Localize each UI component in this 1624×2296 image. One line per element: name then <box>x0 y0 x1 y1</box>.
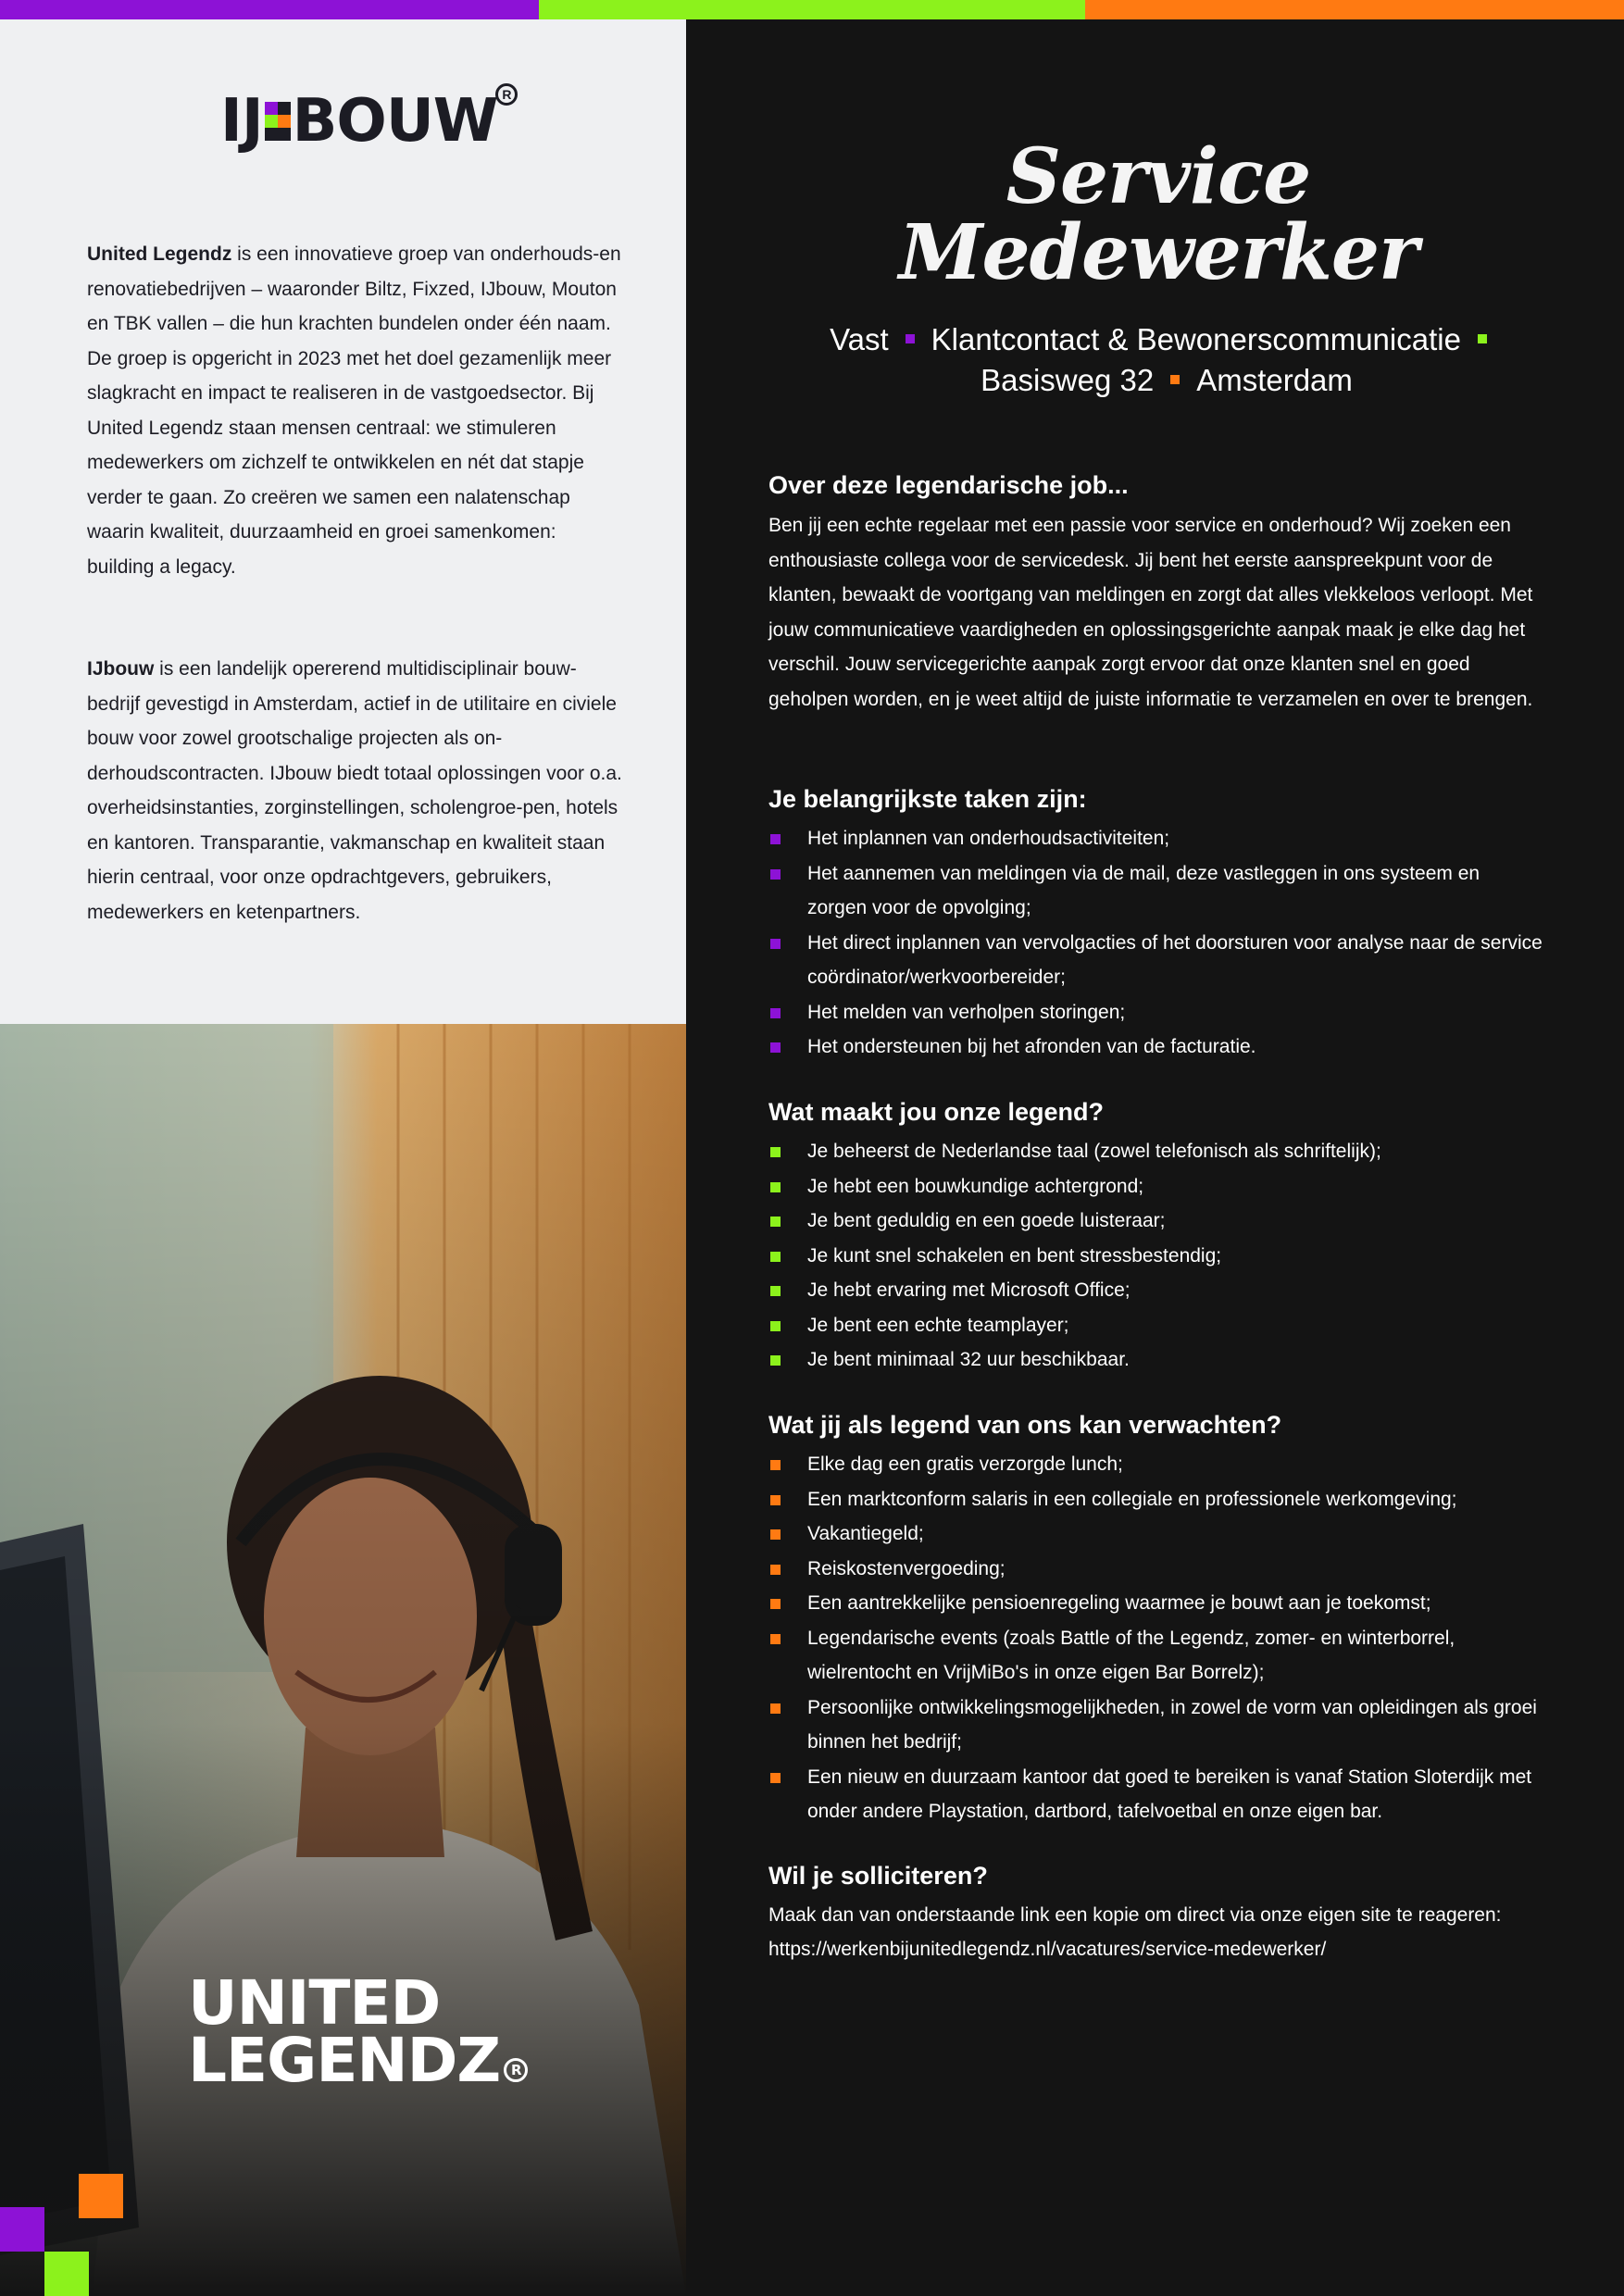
apply-heading: Wil je solliciteren? <box>768 1862 988 1890</box>
intro-bold-name: United Legendz <box>87 243 232 265</box>
list-item-text: Een marktconform salaris in een collegiale en professionele werkomgeving; <box>807 1488 1457 1510</box>
list-item-text: Legendarische events (zoals Battle of the Legendz, zomer- en winterborrel, wielrentocht en VrijMiBo's in onze eigen Bar Borrelz); <box>807 1627 1455 1683</box>
job-meta-line-2 <box>768 361 1565 400</box>
list-item <box>768 1308 1543 1343</box>
bullet-square-purple <box>770 1042 781 1053</box>
ijbouw-description <box>87 652 624 930</box>
bullet-square-orange <box>770 1773 781 1783</box>
bullet-square-green <box>770 1252 781 1262</box>
united-legendz-description <box>87 237 624 584</box>
decor-square-purple <box>0 2207 44 2252</box>
list-item <box>768 821 1543 856</box>
list-item-text: Een nieuw en duurzaam kantoor dat goed te bereiken is vanaf Station Sloterdijk met onder andere Playstation, dartbord, tafelvoetbal en onze eigen bar. <box>807 1766 1532 1822</box>
job-city: Amsterdam <box>1196 363 1353 397</box>
top-bar-green <box>539 0 1085 19</box>
job-address: Basisweg 32 <box>981 363 1155 397</box>
tasks-list <box>768 821 1543 1065</box>
bullet-square-green <box>1478 334 1487 343</box>
photo-illustration <box>0 1024 686 2296</box>
list-item-text: Je hebt een bouwkundige achtergrond; <box>807 1175 1144 1197</box>
list-item-text: Het melden van verholpen storingen; <box>807 1001 1126 1023</box>
logo-line-legendz: LEGENDZ <box>188 2025 501 2096</box>
logo-text-bouw: BOUW <box>292 87 498 156</box>
intro-bold-name-2: IJbouw <box>87 658 155 680</box>
profile-list <box>768 1134 1543 1378</box>
list-item-text: Het direct inplannen van vervolgacties of het doorsturen voor analyse naar de service coördinator/werkvoorbereider; <box>807 931 1543 988</box>
list-item <box>768 1760 1543 1829</box>
bullet-square-orange <box>770 1599 781 1609</box>
apply-link[interactable]: https://werkenbijunitedlegendz.nl/vacatures/service-medewerker/ <box>768 1939 1327 1960</box>
bullet-square-orange <box>770 1634 781 1644</box>
bullet-square-orange <box>770 1565 781 1575</box>
list-item <box>768 1239 1543 1274</box>
list-item-text: Reiskostenvergoeding; <box>807 1557 1006 1579</box>
job-meta-line-1 <box>768 320 1565 359</box>
list-item <box>768 926 1543 995</box>
bullet-square-green <box>770 1182 781 1192</box>
top-bar-purple <box>0 0 539 19</box>
tasks-heading: Je belangrijkste taken zijn: <box>768 785 1087 813</box>
list-item <box>768 1273 1543 1308</box>
bullet-square-green <box>770 1286 781 1296</box>
list-item-text: Elke dag een gratis verzorgde lunch; <box>807 1454 1123 1475</box>
bullet-square-orange <box>770 1495 781 1505</box>
offer-list <box>768 1447 1543 1829</box>
ijbouw-logo <box>220 85 512 157</box>
job-type: Vast <box>830 322 889 356</box>
list-item-text: Je bent geduldig en een goede luisteraar; <box>807 1210 1166 1231</box>
list-item <box>768 1169 1543 1204</box>
bullet-square-orange <box>1170 375 1180 384</box>
list-item-text: Het ondersteunen bij het afronden van de facturatie. <box>807 1036 1256 1057</box>
bullet-square-green <box>770 1217 781 1227</box>
top-color-bar <box>0 0 1624 19</box>
about-heading: Over deze legendarische job... <box>768 471 1129 499</box>
decor-square-orange <box>79 2174 123 2218</box>
registered-icon: R <box>495 83 518 106</box>
list-item <box>768 1586 1543 1621</box>
list-item <box>768 1691 1543 1760</box>
list-item-text: Je kunt snel schakelen en bent stressbestendig; <box>807 1244 1222 1267</box>
list-item-text: Je bent een echte teamplayer; <box>807 1314 1069 1336</box>
list-item <box>768 856 1543 926</box>
list-item <box>768 1516 1543 1552</box>
list-item <box>768 1342 1543 1378</box>
bullet-square-orange <box>770 1529 781 1540</box>
list-item-text: Het inplannen van onderhoudsactiviteiten; <box>807 828 1170 849</box>
list-item <box>768 1482 1543 1517</box>
list-item <box>768 1621 1543 1691</box>
apply-text: Maak dan van onderstaande link een kopie om direct via onze eigen site te reageren: <box>768 1904 1502 1926</box>
list-item <box>768 995 1543 1030</box>
logo-pixel-mark <box>265 102 291 141</box>
job-department: Klantcontact & Bewonerscommunicatie <box>931 322 1461 356</box>
bullet-square-purple <box>770 1008 781 1018</box>
intro-text-2: is een landelijk opererend multidisciplinair bouw-bedrijf gevestigd in Amsterdam, actief in de utilitaire en civiele bouw voor zowel grootschalige projecten als on-derhoudscontracten. IJbouw biedt totaal oplossingen voor o.a. overheidsinstanties, zorginstellingen, scholengroe-pen, hotels en kantoren. Transparantie, vakmanschap en kwaliteit staan hierin centraal, voor onze opdrachtgevers, gebruikers, medewerkers en ketenpartners. <box>87 658 622 923</box>
list-item-text: Vakantiegeld; <box>807 1523 924 1544</box>
list-item <box>768 1447 1543 1482</box>
bullet-square-green <box>770 1355 781 1366</box>
registered-icon: R <box>504 2058 528 2082</box>
list-item-text: Je bent minimaal 32 uur beschikbaar. <box>807 1349 1130 1370</box>
list-item-text: Het aannemen van meldingen via de mail, deze vastleggen in ons systeem en zorgen voor de opvolging; <box>807 862 1480 918</box>
job-title: Service Medewerker <box>898 132 1418 297</box>
united-legendz-logo <box>188 1967 528 2096</box>
bullet-square-orange <box>770 1703 781 1714</box>
bullet-square-purple <box>906 334 915 343</box>
bullet-square-green <box>770 1321 781 1331</box>
list-item <box>768 1552 1543 1587</box>
list-item <box>768 1134 1543 1169</box>
bullet-square-purple <box>770 869 781 880</box>
list-item <box>768 1204 1543 1239</box>
employee-photo <box>0 1024 686 2296</box>
profile-heading: Wat maakt jou onze legend? <box>768 1098 1105 1126</box>
list-item-text: Je hebt ervaring met Microsoft Office; <box>807 1279 1131 1301</box>
bullet-square-orange <box>770 1460 781 1470</box>
bullet-square-purple <box>770 834 781 844</box>
logo-text-ij: IJ <box>220 87 263 156</box>
logo-line-united: UNITED <box>188 1967 441 2039</box>
about-text: Ben jij een echte regelaar met een passie voor service en onderhoud? Wij zoeken een enthousiaste collega voor de servicedesk. Jij bent het eerste aanspreekpunt voor de klanten, bewaakt de voortgang van meldingen en zorgt dat alles vlekkeloos verloopt. Met jouw communicatieve vaardigheden en oplossingsgerichte aanpak maak je elke dag het verschil. Jouw servicegerichte aanpak zorgt ervoor dat onze klanten snel en goed geholpen worden, en je weet altijd de juiste informatie te verzamelen en over te brengen. <box>768 515 1533 710</box>
list-item-text: Je beheerst de Nederlandse taal (zowel telefonisch als schriftelijk); <box>807 1141 1381 1162</box>
decor-square-green <box>44 2252 89 2296</box>
top-bar-orange <box>1085 0 1624 19</box>
bullet-square-green <box>770 1147 781 1157</box>
bullet-square-purple <box>770 939 781 949</box>
intro-text-1: is een innovatieve groep van onderhouds-en renovatiebedrijven – waaronder Biltz, Fixzed, IJbouw, Mouton en TBK vallen – die hun krachten bundelen onder één naam. De groep is opgericht in 2023 met het doel gezamenlijk meer slagkracht en impact te realiseren in de vastgoedsector. Bij United Legendz staan mensen centraal: we stimuleren medewerkers om zichzelf te ontwikkelen en nét dat stapje verder te gaan. Zo creëren we samen een nalatenschap waarin kwaliteit, duurzaamheid en groei samenkomen: building a legacy. <box>87 243 621 578</box>
list-item-text: Persoonlijke ontwikkelingsmogelijkheden, in zowel de vorm van opleidingen als groei binnen het bedrijf; <box>807 1696 1537 1753</box>
list-item-text: Een aantrekkelijke pensioenregeling waarmee je bouwt aan je toekomst; <box>807 1592 1431 1614</box>
offer-heading: Wat jij als legend van ons kan verwachten? <box>768 1411 1282 1439</box>
list-item <box>768 1029 1543 1065</box>
